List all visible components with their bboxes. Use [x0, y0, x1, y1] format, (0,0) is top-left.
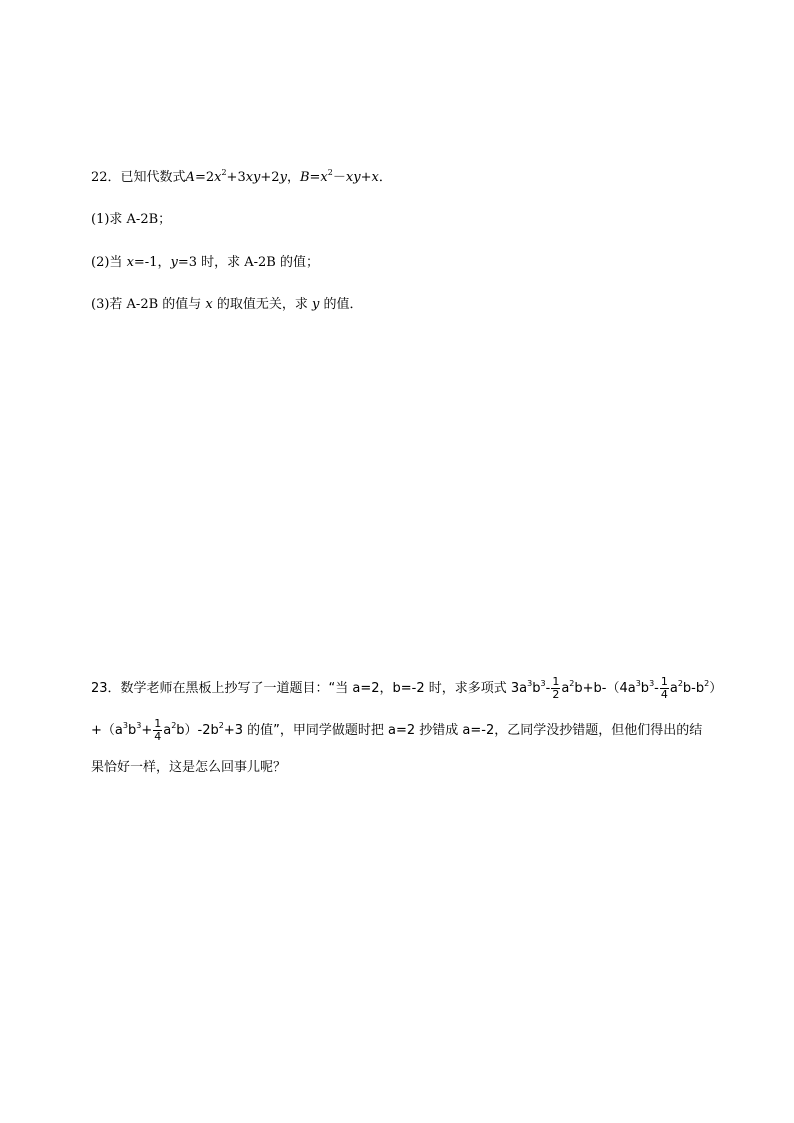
frac-num: 1	[660, 675, 668, 688]
q23-text: b	[127, 723, 137, 738]
var-x: x	[214, 170, 222, 185]
exp: 2	[327, 168, 333, 177]
q23-text: 23．数学老师在黑板上抄写了一道题目：“当 a=2，b=-2 时，求多项式 3a	[91, 681, 528, 696]
frac-den: 4	[660, 688, 668, 701]
q23-text: +	[141, 723, 153, 738]
q22-minus: －	[332, 170, 346, 185]
exp: 2	[704, 679, 710, 688]
part2-a: (2)当	[91, 255, 127, 270]
part2-c: =3 时，求 A-2B 的值；	[177, 255, 319, 270]
var-xy: xy	[245, 170, 261, 185]
exp: 3	[635, 679, 641, 688]
q23-text: a	[561, 681, 570, 696]
exp: 3	[540, 679, 546, 688]
part2-b: =-1，	[133, 255, 171, 270]
exp: 3	[122, 721, 128, 730]
q22-end: ．	[378, 170, 392, 185]
part3-b: 的取值无关，求	[212, 297, 313, 312]
question-22-part-1: (1)求 A-2B；	[91, 212, 172, 227]
q23-text: a	[669, 681, 678, 696]
var-A: A	[185, 170, 195, 185]
q23-text: b）-2b	[176, 723, 219, 738]
var-y: y	[279, 170, 287, 185]
exp: 2	[171, 721, 177, 730]
frac-den: 4	[154, 730, 162, 743]
exp: 2	[218, 721, 224, 730]
var-xy: xy	[345, 170, 361, 185]
exp: 3	[649, 679, 655, 688]
q23-text: b-b	[682, 681, 705, 696]
q22-plus2: +2	[260, 170, 280, 185]
q22-eq2: =	[309, 170, 321, 185]
fraction-one-half	[551, 676, 560, 701]
q23-text: b	[640, 681, 650, 696]
frac-num: 1	[154, 717, 162, 730]
q22-plus: +	[360, 170, 372, 185]
var-x: x	[126, 255, 134, 270]
exp: 2	[221, 168, 227, 177]
q23-text: b+b-（4a	[574, 681, 636, 696]
q22-comma: ，	[286, 170, 300, 185]
exp: 2	[569, 679, 575, 688]
frac-num: 1	[552, 675, 560, 688]
q23-text: -	[545, 681, 551, 696]
frac-den: 2	[552, 688, 560, 701]
exp: 3	[136, 721, 142, 730]
q23-text: +3 的值”，甲同学做题时把 a=2 抄错成 a=-2，乙同学没抄错题，但他们得出的结	[223, 723, 703, 738]
var-y: y	[170, 255, 178, 270]
question-23-line-1	[91, 676, 722, 701]
question-23-line-2	[91, 718, 702, 743]
exp: 3	[527, 679, 533, 688]
question-22-part-3	[91, 295, 363, 315]
part3-a: (3)若 A-2B 的值与	[91, 297, 206, 312]
var-x: x	[371, 170, 379, 185]
question-22-part-2	[91, 253, 319, 273]
q22-intro: 22．已知代数式	[91, 170, 186, 185]
fraction-one-quarter	[660, 676, 669, 701]
q23-text: a	[163, 723, 172, 738]
q23-text: -	[654, 681, 659, 696]
q23-text: +（a	[91, 723, 123, 738]
fraction-one-quarter	[153, 718, 162, 743]
part3-c: 的值．	[319, 297, 363, 312]
var-x: x	[320, 170, 328, 185]
var-B: B	[299, 170, 310, 185]
var-y: y	[312, 297, 320, 312]
var-x: x	[205, 297, 213, 312]
exp: 2	[677, 679, 683, 688]
question-22-stem	[91, 168, 392, 188]
q23-text: b	[532, 681, 541, 696]
q22-plus3: +3	[226, 170, 246, 185]
question-23-line-3: 果恰好一样，这是怎么回事儿呢？	[91, 760, 287, 775]
q23-text: ）	[709, 681, 723, 696]
q22-eq1: =2	[194, 170, 215, 185]
